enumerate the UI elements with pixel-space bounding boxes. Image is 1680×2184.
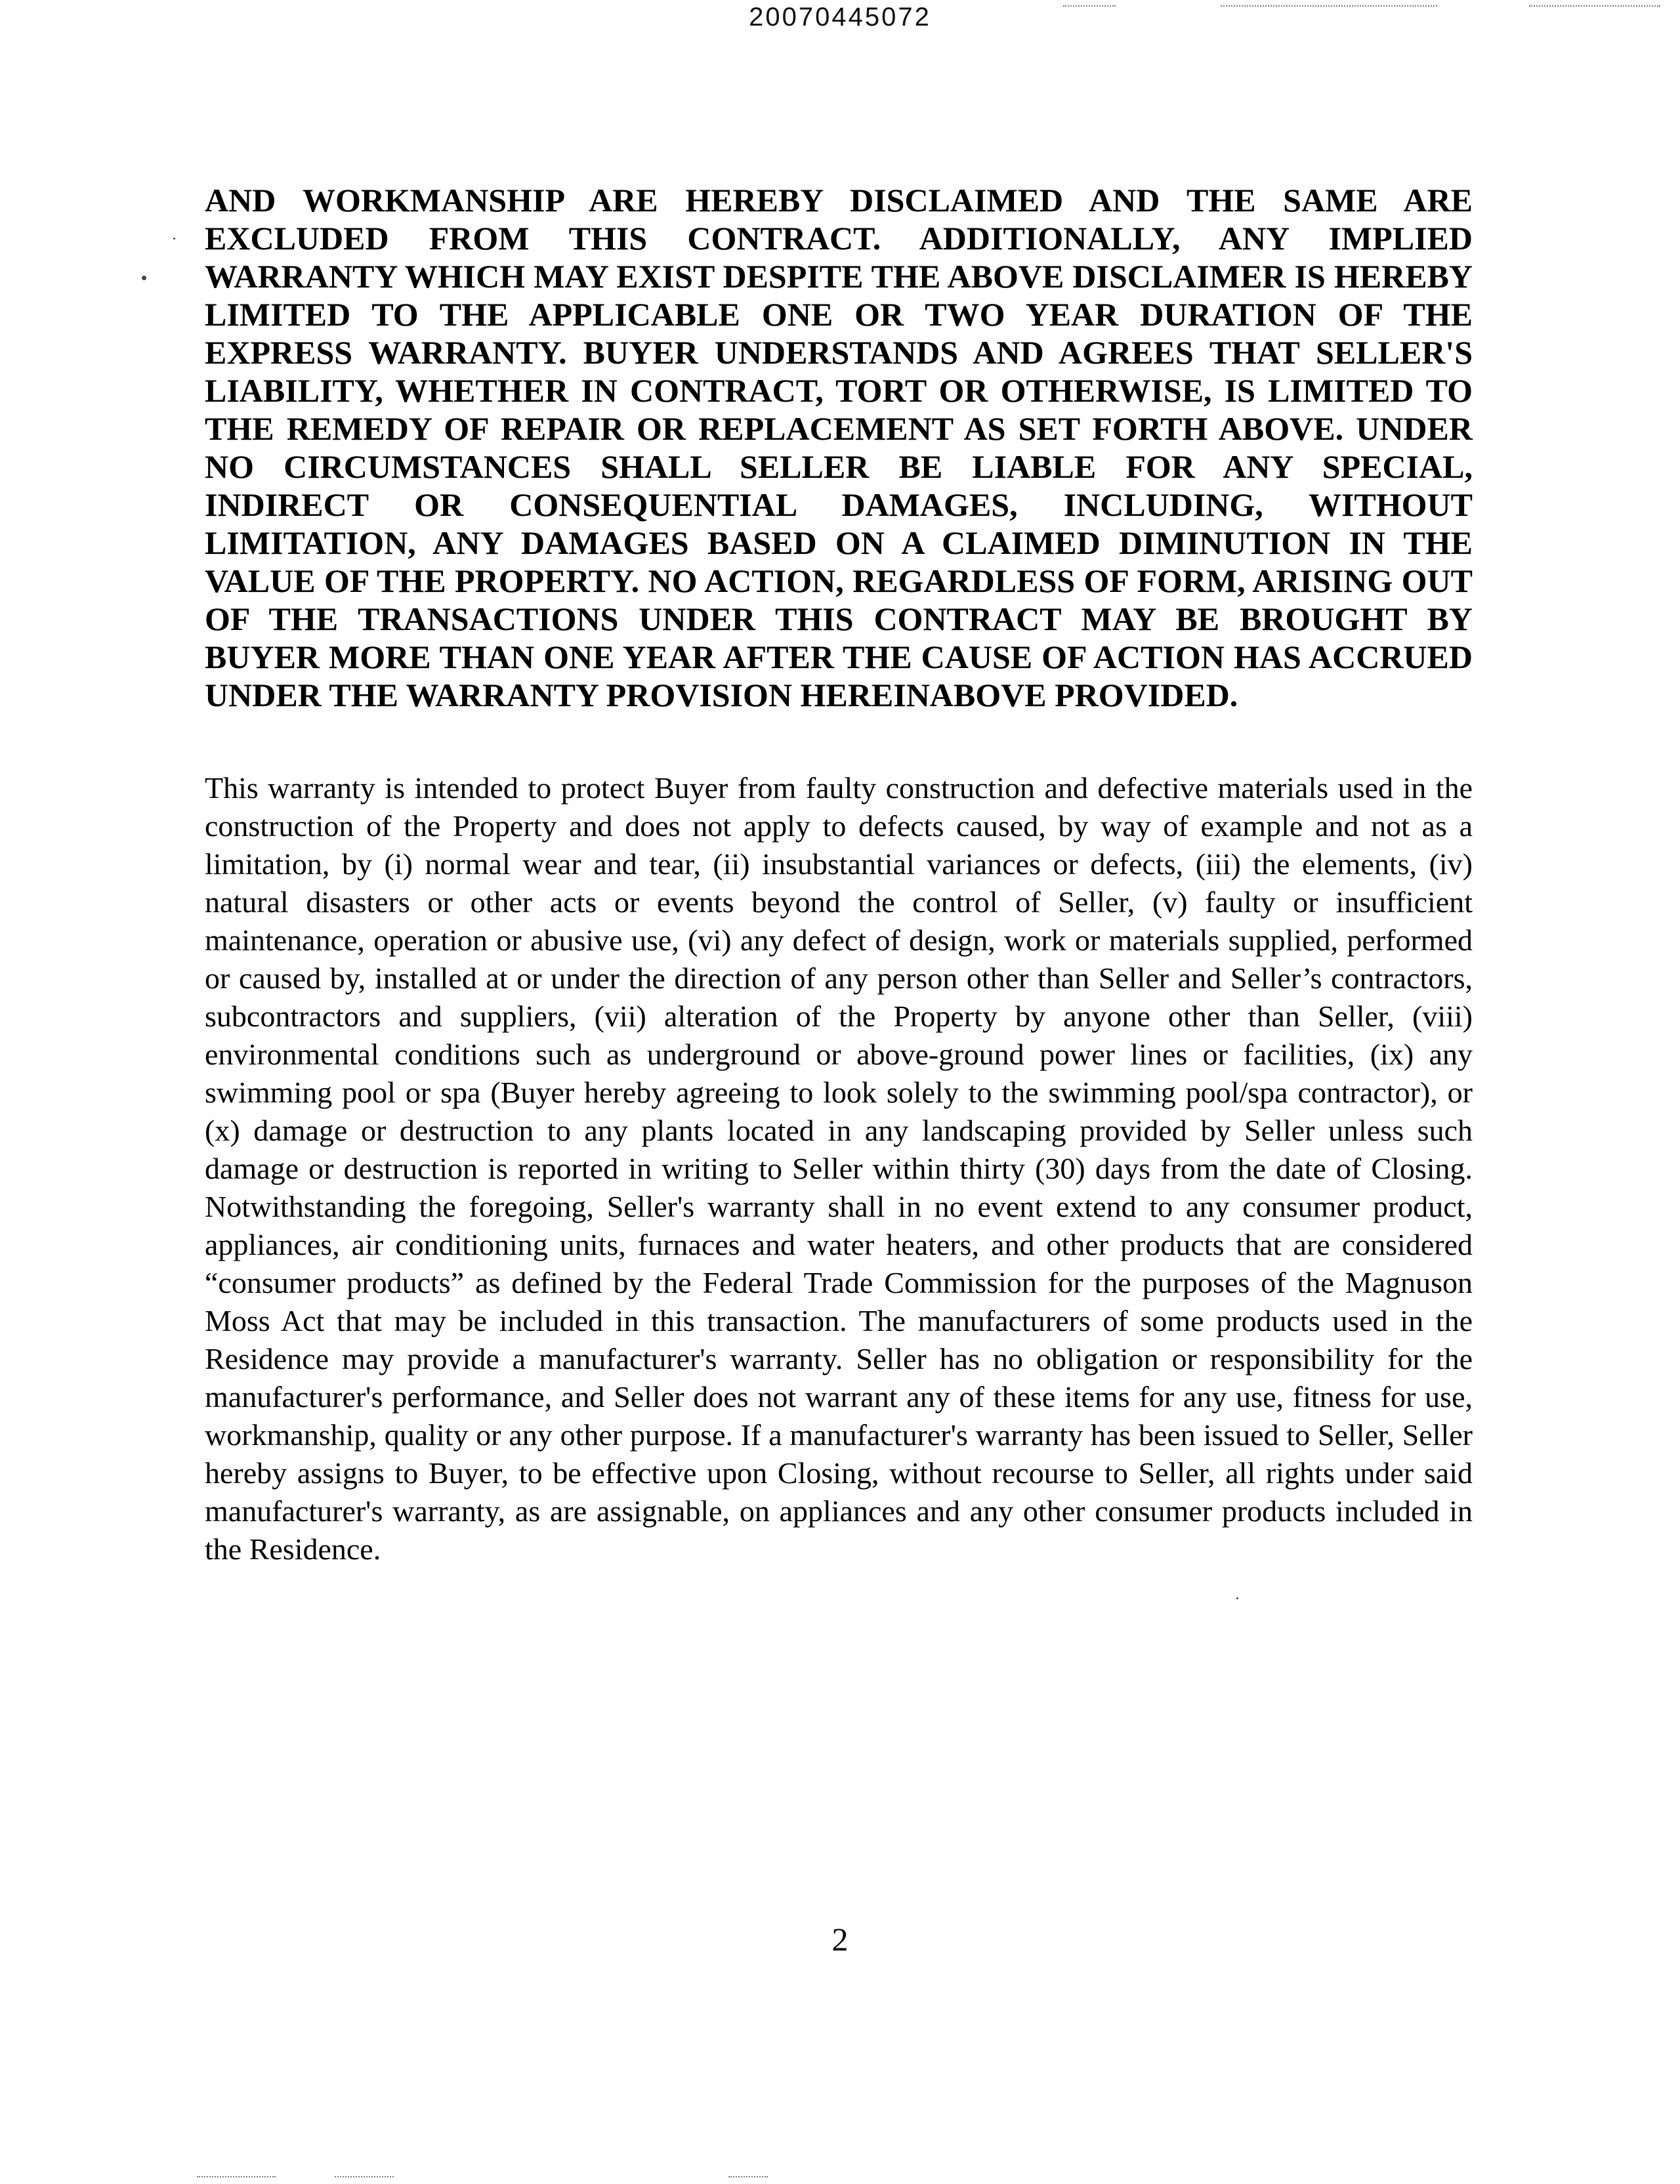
scan-artifact <box>1221 5 1437 7</box>
scan-artifact <box>1529 5 1660 7</box>
warranty-paragraph: This warranty is intended to protect Buyer from faulty construction and defective materials used in the construction of the Property and does not apply to defects caused, by way of example and not as a limitation, by (i) normal wear and tear, (ii) insubstantial variances or defects, (iii) the elements, (iv) natural disasters or other acts or events beyond the control of Seller, (v) faulty or insufficient maintenance, operation or abusive use, (vi) any defect of design, work or materials supplied, performed or caused by, installed at or under the direction of any person other than Seller and Seller’s contractors, subcontractors and suppliers, (vii) alteration of the Property by anyone other than Seller, (viii) environmental conditions such as underground or above-ground power lines or facilities, (ix) any swimming pool or spa (Buyer hereby agreeing to look solely to the swimming pool/spa contractor), or (x) damage or destruction to any plants located in any landscaping provided by Seller unless such damage or destruction is reported in writing to Seller within thirty (30) days from the date of Closing. Notwithstanding the foregoing, Seller's warranty shall in no event extend to any consumer product, appliances, air conditioning units, furnaces and water heaters, and other products that are considered “consumer products” as defined by the Federal Trade Commission for the purposes of the Magnuson Moss Act that may be included in this transaction. The manufacturers of some products used in the Residence may provide a manufacturer's warranty. Seller has no obligation or responsibility for the manufacturer's performance, and Seller does not warrant any of these items for any use, fitness for use, workmanship, quality or any other purpose. If a manufacturer's warranty has been issued to Seller, Seller hereby assigns to Buyer, to be effective upon Closing, without recourse to Seller, all rights under said manufacturer's warranty, as are assignable, on appliances and any other consumer products included in the Residence. <box>205 771 1473 1566</box>
scan-speck <box>173 238 175 240</box>
scan-artifact <box>728 2176 768 2177</box>
scan-artifact <box>1063 5 1116 7</box>
disclaimer-paragraph: AND WORKMANSHIP ARE HEREBY DISCLAIMED AND THE SAME ARE EXCLUDED FROM THIS CONTRACT. ADDITIONALLY, ANY IMPLIED WARRANTY WHICH MAY EXIST DESPITE THE ABOVE DISCLAIMER IS HEREBY LIMITED TO THE APPLICABLE ONE OR TWO YEAR DURATION OF THE EXPRESS WARRANTY. BUYER UNDERSTANDS AND AGREES THAT SELLER'S LIABILITY, WHETHER IN CONTRACT, TORT OR OTHERWISE, IS LIMITED TO THE REMEDY OF REPAIR OR REPLACEMENT AS SET FORTH ABOVE. UNDER NO CIRCUMSTANCES SHALL SELLER BE LIABLE FOR ANY SPECIAL, INDIRECT OR CONSEQUENTIAL DAMAGES, INCLUDING, WITHOUT LIMITATION, ANY DAMAGES BASED ON A CLAIMED DIMINUTION IN THE VALUE OF THE PROPERTY. NO ACTION, REGARDLESS OF FORM, ARISING OUT OF THE TRANSACTIONS UNDER THIS CONTRACT MAY BE BROUGHT BY BUYER MORE THAN ONE YEAR AFTER THE CAUSE OF ACTION HAS ACCRUED UNDER THE WARRANTY PROVISION HEREINABOVE PROVIDED. <box>205 182 1473 713</box>
scan-speck <box>1236 1597 1238 1599</box>
scan-speck <box>142 276 146 280</box>
scan-artifact <box>197 2176 276 2177</box>
document-number: 20070445072 <box>749 3 931 32</box>
document-body <box>205 181 1473 1568</box>
page-number: 2 <box>831 1921 849 1958</box>
scan-artifact <box>335 2176 394 2177</box>
